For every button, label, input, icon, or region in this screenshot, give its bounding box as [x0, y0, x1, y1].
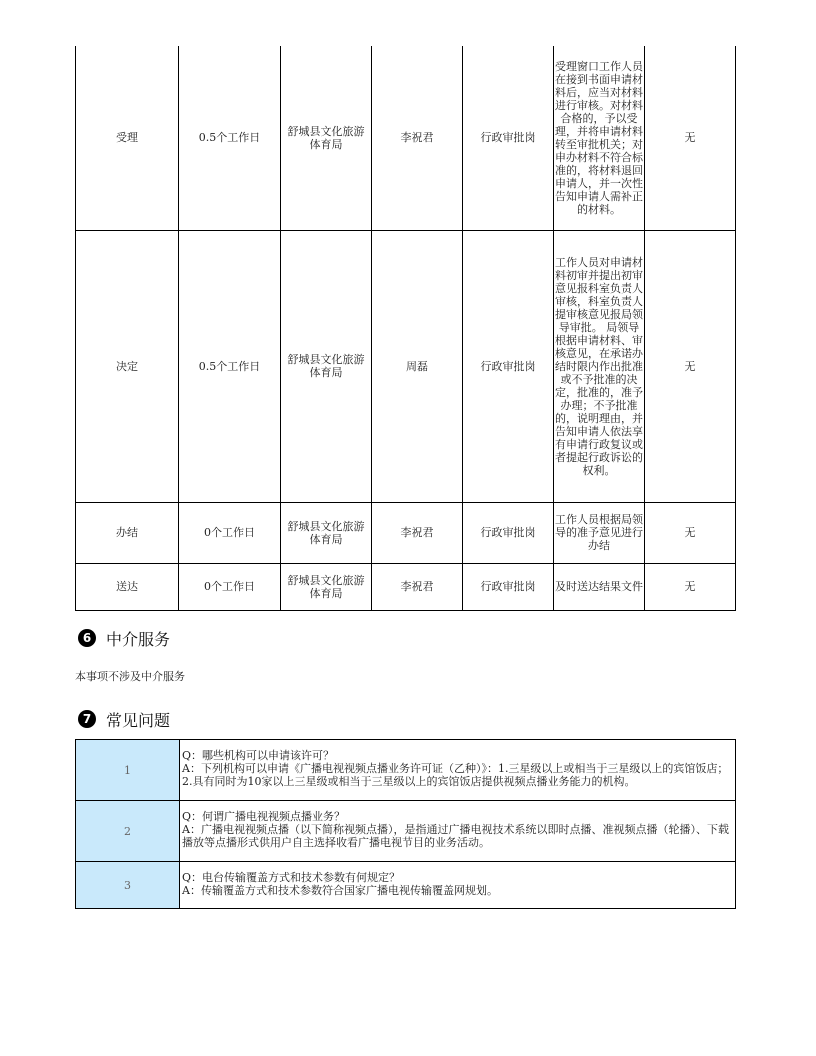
step-cell: 办结 [76, 502, 179, 563]
section-number-badge: 7 [78, 710, 96, 728]
faq-table [75, 739, 736, 909]
faq-question: Q：电台传输覆盖方式和技术参数有何规定？ [182, 871, 401, 884]
faq-answer: A：广播电视视频点播（以下简称视频点播），是指通过广播电视技术系统以即时点播、准视频点播（轮播）、下载播放等点播形式供用户自主选择收看广播电视节目的业务活动。 [182, 823, 729, 849]
person-cell: 李祝君 [372, 46, 463, 230]
faq-index: 1 [76, 740, 180, 801]
other-cell: 无 [645, 230, 736, 502]
unit-cell: 舒城县文化旅游体育局 [281, 46, 372, 230]
person-cell: 李祝君 [372, 563, 463, 610]
other-cell: 无 [645, 563, 736, 610]
process-table [75, 46, 736, 611]
table-row [76, 563, 736, 610]
faq-index: 3 [76, 862, 180, 909]
faq-row [76, 862, 736, 909]
post-cell: 行政审批岗 [463, 502, 554, 563]
section-title: 中介服务 [106, 629, 171, 649]
unit-cell: 舒城县文化旅游体育局 [281, 563, 372, 610]
time-cell: 0个工作日 [179, 563, 281, 610]
faq-answer: A：传输覆盖方式和技术参数符合国家广播电视传输覆盖网规划。 [182, 884, 498, 897]
faq-row [76, 740, 736, 801]
faq-question: Q：何谓广播电视视频点播业务？ [182, 810, 346, 823]
post-cell: 行政审批岗 [463, 230, 554, 502]
step-cell: 受理 [76, 46, 179, 230]
table-row [76, 46, 736, 230]
faq-row [76, 801, 736, 862]
faq-content [180, 862, 736, 909]
table-row [76, 230, 736, 502]
intermediary-note: 本事项不涉及中介服务 [75, 670, 185, 683]
faq-answer: A：下列机构可以申请《广播电视视频点播业务许可证（乙种）》：1.三星级以上或相当于三星级以上的宾馆饭店；2.具有同时为10家以上三星级或相当于三星级以上的宾馆饭店提供视频点播业务能力的机构。 [182, 762, 729, 788]
other-cell: 无 [645, 46, 736, 230]
time-cell: 0个工作日 [179, 502, 281, 563]
faq-question: Q：哪些机构可以申请该许可？ [182, 749, 335, 762]
person-cell: 周磊 [372, 230, 463, 502]
faq-content [180, 740, 736, 801]
post-cell: 行政审批岗 [463, 46, 554, 230]
desc-cell: 工作人员根据局领导的准予意见进行办结 [554, 502, 645, 563]
faq-content [180, 801, 736, 862]
section-7-heading [78, 708, 170, 730]
other-cell: 无 [645, 502, 736, 563]
faq-index: 2 [76, 801, 180, 862]
desc-cell: 工作人员对申请材料初审并提出初审意见报科室负责人审核，科室负责人提审核意见报局领导审批。 局领导根据申请材料、审核意见，在承诺办结时限内作出批准或不予批准的决定，批准的，准予办理；不予批准的，说明理由，并告知申请人依法享有申请行政复议或者提起行政诉讼的权利。 [554, 230, 645, 502]
time-cell: 0.5个工作日 [179, 230, 281, 502]
table-row [76, 502, 736, 563]
section-number-badge: 6 [78, 629, 96, 647]
section-title: 常见问题 [106, 710, 171, 730]
unit-cell: 舒城县文化旅游体育局 [281, 502, 372, 563]
unit-cell: 舒城县文化旅游体育局 [281, 230, 372, 502]
post-cell: 行政审批岗 [463, 563, 554, 610]
section-6-heading [78, 627, 170, 649]
time-cell: 0.5个工作日 [179, 46, 281, 230]
step-cell: 送达 [76, 563, 179, 610]
person-cell: 李祝君 [372, 502, 463, 563]
desc-cell: 及时送达结果文件 [554, 563, 645, 610]
step-cell: 决定 [76, 230, 179, 502]
desc-cell: 受理窗口工作人员在接到书面申请材料后，应当对材料进行审核。对材料合格的，予以受理，并将申请材料转至审批机关；对申办材料不符合标准的，将材料退回申请人，并一次性告知申请人需补正的材料。 [554, 46, 645, 230]
